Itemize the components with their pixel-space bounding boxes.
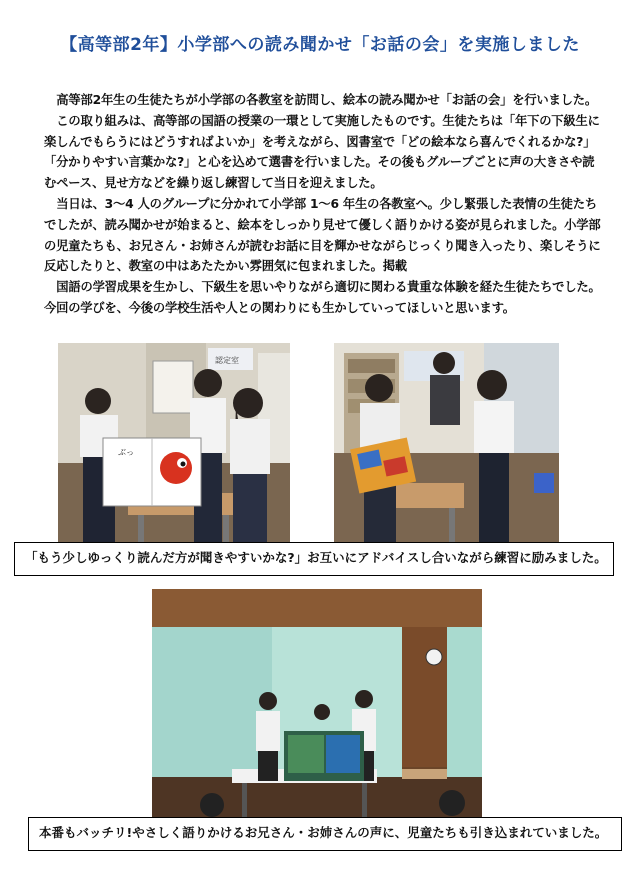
article-body — [44, 90, 606, 319]
svg-text:ぶっ: ぶっ — [118, 448, 134, 457]
performance-photo — [152, 589, 482, 817]
page-title: 【高等部2年】小学部への読み聞かせ「お話の会」を実施しました — [60, 35, 580, 55]
photo-caption-practice: 「もう少しゆっくり読んだ方が聞きやすいかな?」お互いにアドバイスし合いながら練習に励みました。 — [14, 542, 614, 576]
paragraph: この取り組みは、高等部の国語の授業の一環として実施したものです。生徒たちは「年下の下級生に楽しんでもらうにはどうすればよいか」を考えながら、図書室で「どの絵本なら喜んでくれるかな?」「分かりやすい言葉かな?」と心を込めて選書を行いました。その後もグループごとに声の大きさや読むペース、見せ方などを繰り返し練習して当日を迎えました。 — [44, 113, 600, 191]
photo-caption-performance: 本番もバッチリ!やさしく語りかけるお兄さん・お姉さんの声に、児童たちも引き込まれていました。 — [28, 817, 622, 851]
practice-photo-left — [58, 343, 290, 543]
practice-photo-right — [334, 343, 559, 543]
paragraph: 当日は、3～4 人のグループに分かれて小学部 1～6 年生の各教室へ。少し緊張した表情の生徒たちでしたが、読み聞かせが始まると、絵本をしっかり見せて優しく語りかける姿が見られました。小学部の児童たちも、お兄さん・お姉さんが読むお話に目を輝かせながらじっくり聞き入ったり、楽しそうに反応したりと、教室の中はあたたかい雰囲気に包まれました。掲載 — [44, 196, 601, 274]
svg-text:認定室: 認定室 — [215, 356, 239, 365]
paragraph: 国語の学習成果を生かし、下級生を思いやりながら適切に関わる貴重な体験を経た生徒たちでした。今回の学びを、今後の学校生活や人との関わりにも生かしていってほしいと思います。 — [44, 280, 601, 315]
paragraph: 高等部2年生の生徒たちが小学部の各教室を訪問し、絵本の読み聞かせ「お話の会」を行いました。 — [56, 93, 597, 107]
